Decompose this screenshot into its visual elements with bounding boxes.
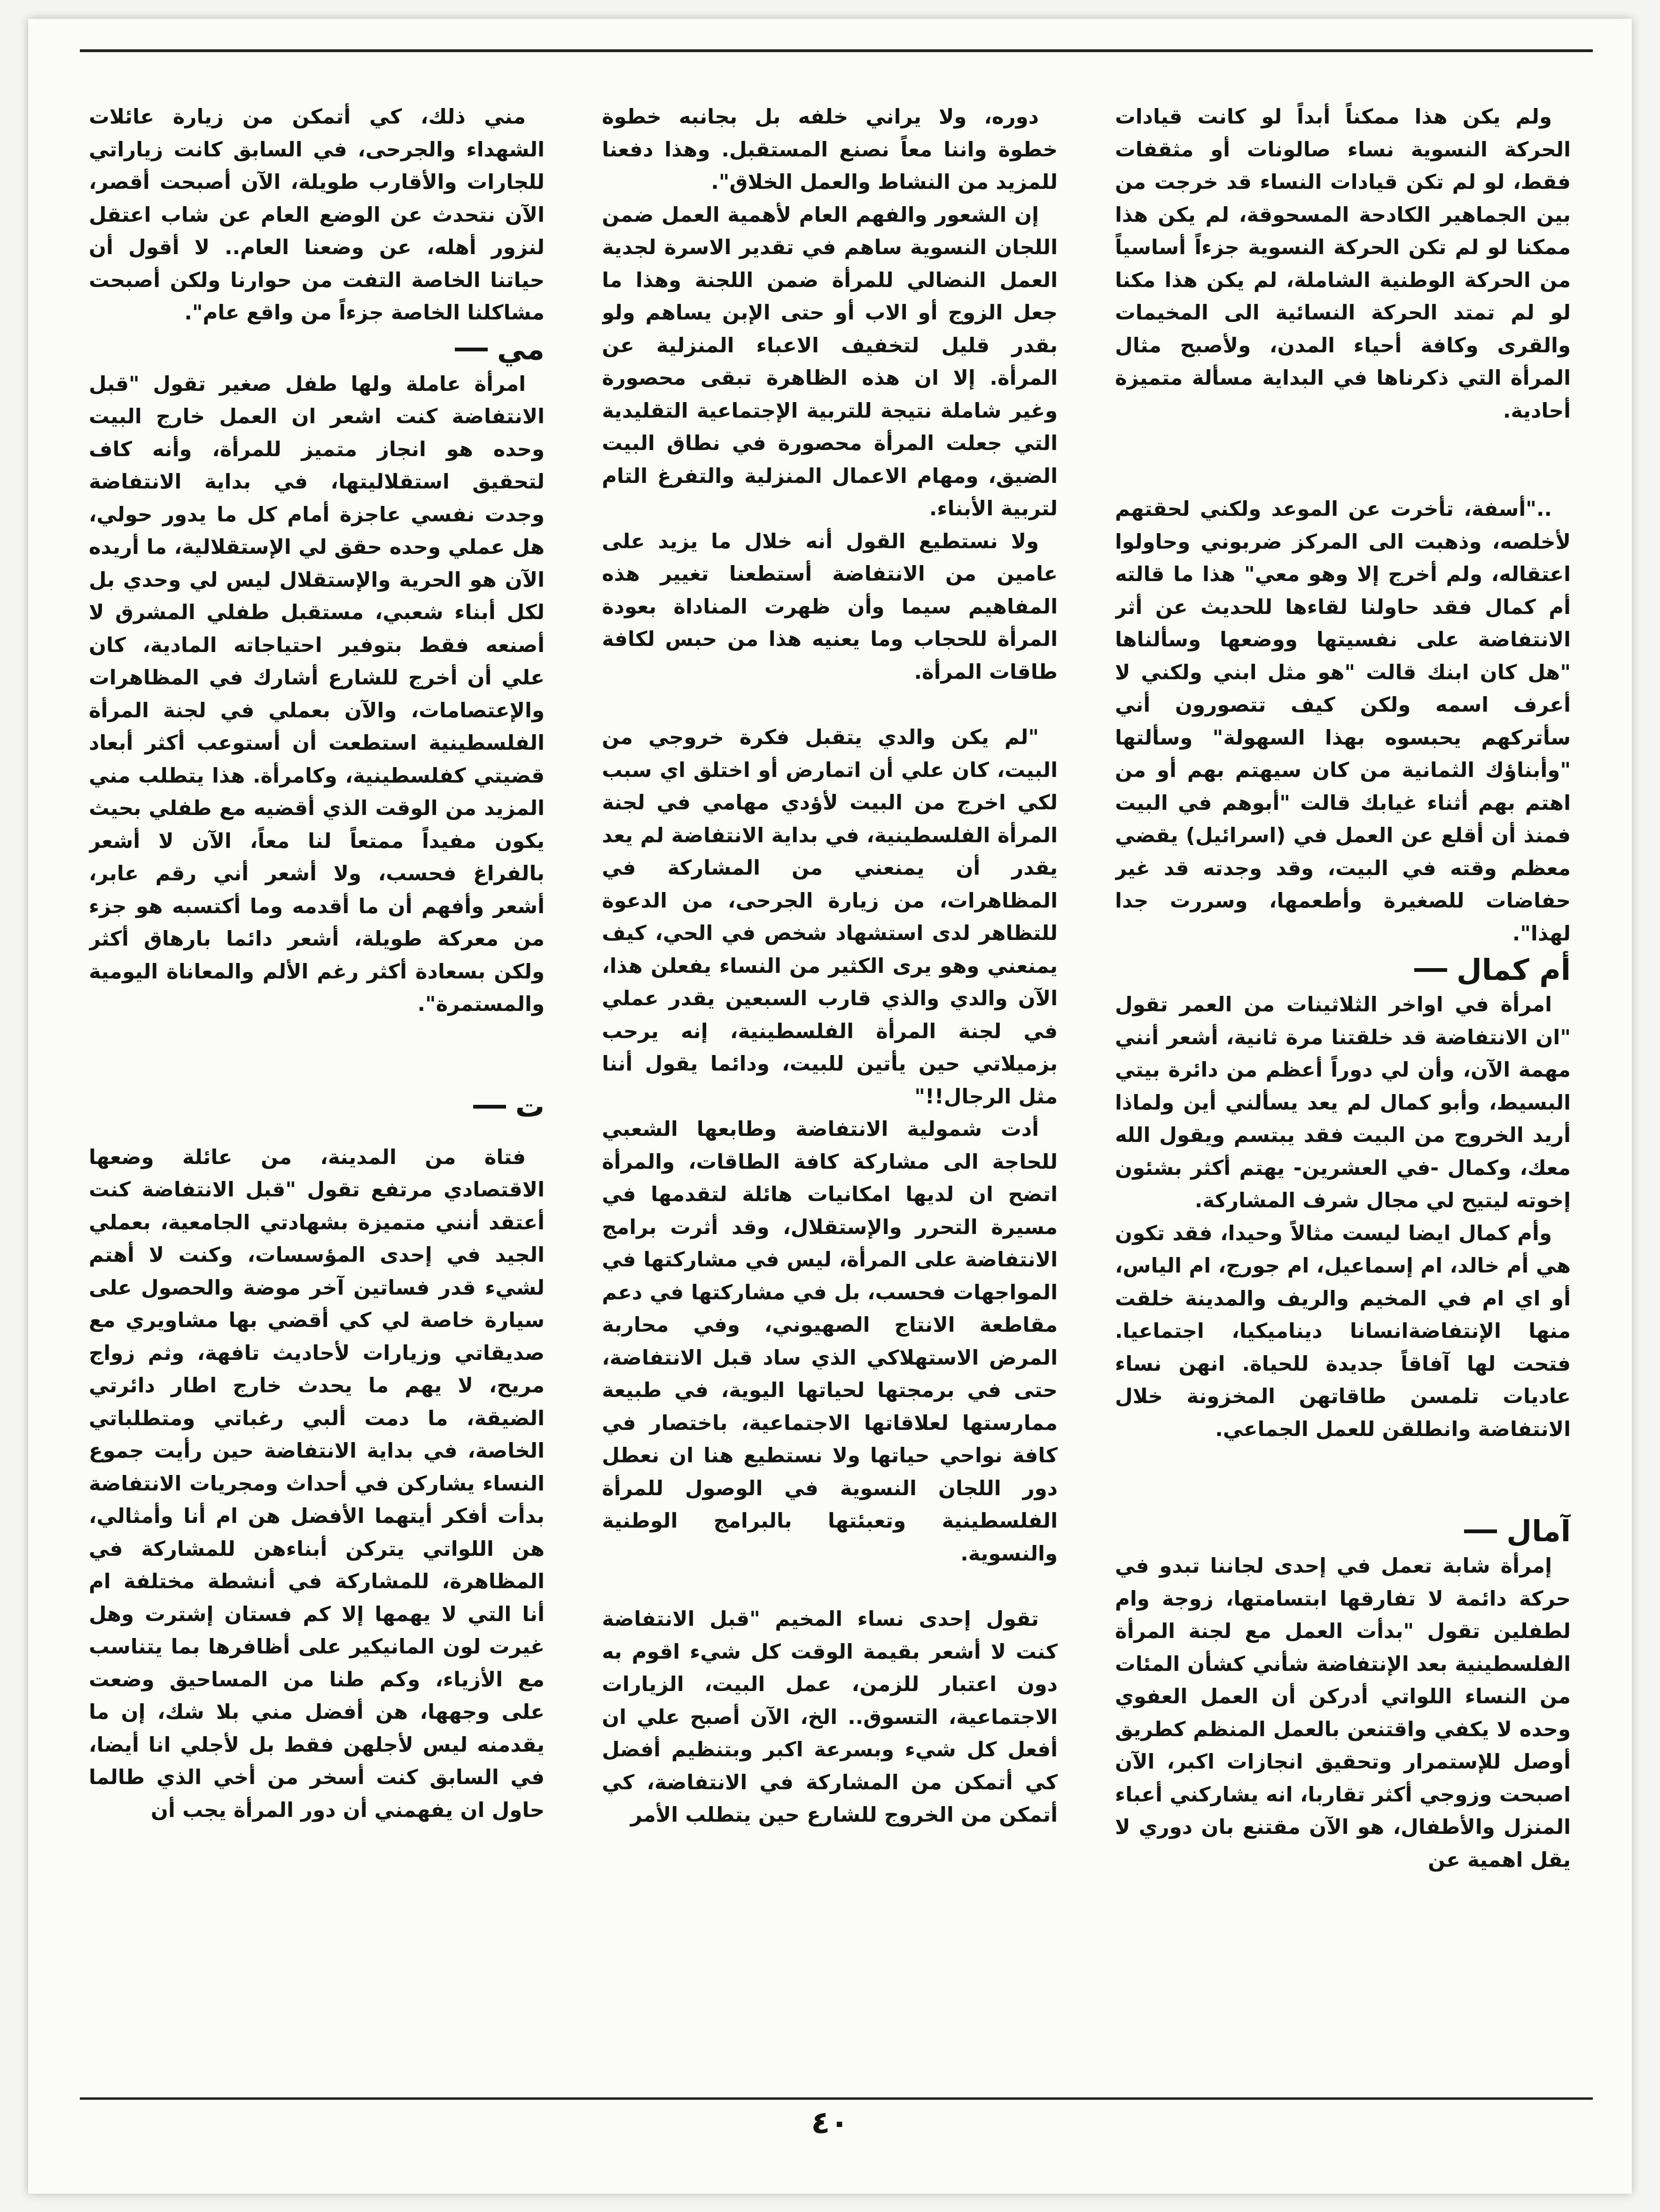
article-column-left (89, 101, 545, 2079)
column-gap (602, 689, 1058, 722)
heading-dash (1464, 1529, 1497, 1533)
heading-text: أم كمال (1457, 953, 1571, 987)
bottom-rule (80, 2097, 1593, 2100)
column-gap (89, 1125, 545, 1141)
paragraph: ولا نستطيع القول أنه خلال ما يزيد على عامين من الانتفاضة أستطعنا تغيير هذه المفاهيم سيما وأن ظهرت المناداة بعودة المرأة للحجاب وما يعنيه هذا من حبس لكافة طاقات المرأة. (602, 529, 1058, 684)
paragraph: تقول إحدى نساء المخيم "قبل الانتفاضة كنت لا أشعر بقيمة الوقت كل شيء اقوم به دون اعتبار للزمن، عمل البيت، الزيارات الاجتماعية، التسوق.. الخ، الآن أصبح علي ان أفعل كل شيء وبسرعة اكبر وبتنظيم أفضل كي أتمكن من المشاركة في الانتفاضة، كي أتمكن من الخروج للشارع حين يتطلب الأمر (602, 1607, 1058, 1827)
paragraph: إن الشعور والفهم العام لأهمية العمل ضمن اللجان النسوية ساهم في تقدير الاسرة لجدية العمل النضالي للمرأة ضمن اللجنة وهذا ما جعل الزوج أو الاب أو حتى الإبن يساهم ولو بقدر قليل لتخفيف الاعباء المنزلية عن المرأة. إلا ان هذه الظاهرة تبقى محصورة وغير شاملة نتيجة للتربية الإجتماعية التقليدية التي جعلت المرأة محصورة في نطاق البيت الضيق، ومهام الاعمال المنزلية والتفرغ التام لتربية الأبناء. (602, 203, 1058, 520)
top-rule (80, 49, 1593, 52)
paragraph: .."أسفة، تأخرت عن الموعد ولكني لحقتهم لأخلصه، وذهبت الى المركز ضربوني وحاولوا اعتقاله، ولم أخرج إلا وهو معي" هذا ما قالته أم كمال فقد حاولنا لقاءها للحديث عن أثر الانتفاضة على نفسيتها ووضعها وسألناها "هل كان ابنك قالت "هو مثل ابني ولكني لا أعرف اسمه ولكن كيف تتصورون أني سأتركهم يحبسوه بهذا السهولة" وسألتها "وأبناؤك الثمانية من كان سيهتم بهم أو من اهتم بهم أثناء غيابك قالت "أبوهم في البيت فمنذ أن أقلع عن العمل في (اسرائيل) يقضي معظم وقته في البيت، وقد وجدته قد غير حفاضات للصغيرة وأطعمها، وسررت جدا لهذا". (1115, 497, 1571, 946)
column-gap (602, 1570, 1058, 1603)
paragraph: فتاة من المدينة، من عائلة وضعها الاقتصادي مرتفع تقول "قبل الانتفاضة كنت أعتقد أنني متميزة بشهادتي الجامعية، بعملي الجيد في إحدى المؤسسات، وكنت لا أهتم لشيء قدر فساتين آخر موضة والحصول على سيارة خاصة لي كي أقضي بها مشاويري مع صديقاتي وزيارات لأحاديث تافهة، وثم زواج مريح، لا يهم ما يحدث خارج اطار دائرتي الضيقة، ما دمت ألبي رغباتي ومتطلباتي الخاصة، في بداية الانتفاضة حين رأيت جموع النساء يشاركن في أحداث ومجريات الانتفاضة بدأت أفكر أيتهما الأفضل هن ام أنا وأمثالي، هن اللواتي يتركن أبناءهن للمشاركة في المظاهرة، للمشاركة في أنشطة مختلفة ام أنا التي لا يهمها إلا كم فستان إشترت وهل غيرت لون المانيكير على أظافرها بما يتناسب مع الأزياء، وكم طنا من المساحيق وضعت على وجهها، هن أفضل مني بلا شك، إن ما يقدمنه ليس لأجلهن فقط بل لأجلي انا أيضا، في السابق كنت أسخر من أخي الذي طالما حاول ان يفهمني أن دور المرأة يجب أن (89, 1145, 545, 1822)
article-column-middle (602, 101, 1058, 2079)
heading-text: مي (497, 332, 545, 366)
section-heading-ta (89, 1089, 545, 1125)
section-heading-um-kamal (1115, 952, 1571, 988)
paragraph: إمرأة شابة تعمل في إحدى لجاننا تبدو في حركة دائمة لا تفارقها ابتسامتها، زوجة وام لطفلين تقول "بدأت العمل مع لجنة المرأة الفلسطينية بعد الإنتفاضة شأني كشأن المئات من النساء اللواتي أدركن أن العمل العفوي وحده لا يكفي واقتنعن بالعمل المنظم كطريق أوصل للإستمرار وتحقيق انجازات اكبر، الآن اصبحت وزوجي أكثر تقاربا، انه يشاركني أعباء المنزل والأطفال، هو الآن مقتنع بان دوري لا يقل اهمية عن (1115, 1554, 1571, 1872)
paragraph: امرأة عاملة ولها طفل صغير تقول "قبل الانتفاضة كنت اشعر ان العمل خارج البيت وحده هو انجاز متميز للمرأة، وأنه كاف لتحقيق استقلاليتها، في بداية الانتفاضة وجدت نفسي عاجزة أمام كل ما يدور حولي، هل عملي وحده حقق لي الإستقلالية، ما أريده الآن هو الحرية والإستقلال ليس لي وحدي بل لكل أبناء شعبي، مستقبل طفلي المشرق لا أصنعه فقط بتوفير احتياجاته المادية، كان علي أن أخرج للشارع أشارك في المظاهرات والإعتصامات، والآن بعملي في لجنة المرأة الفلسطينية استطعت أن أستوعب أكثر أبعاد قضيتي كفلسطينية، وكامرأة. هذا يتطلب مني المزيد من الوقت الذي أقضيه مع طفلي بحيث يكون مفيداً ممتعاً لنا معاً، الآن لا أشعر بالفراغ فحسب، ولا أشعر أني رقم عابر، أشعر وأفهم أن ما أقدمه وما أكتسبه هو جزء من معركة طويلة، أشعر دائما بارهاق أكثر ولكن بسعادة أكثر رغم الألم والمعاناة اليومية والمستمرة". (89, 372, 545, 1016)
paragraph: مني ذلك، كي أتمكن من زيارة عائلات الشهداء والجرحى، في السابق كانت زياراتي للجارات والأقارب طويلة، الآن أصبحت أقصر، الآن نتحدث عن الوضع العام عن شاب اعتقل لنزور أهله، عن وضعنا العام.. لا أقول أن حياتنا الخاصة التفت من حوارنا ولكن أصبحت مشاكلنا الخاصة جزءاً من واقع عام". (89, 105, 545, 325)
paragraph: ولم يكن هذا ممكناً أبداً لو كانت قيادات الحركة النسوية نساء صالونات أو مثقفات فقط، لو لم تكن قيادات النساء قد خرجت من بين الجماهير الكادحة المسحوقة، لم يكن هذا ممكنا لو لم تكن الحركة النسوية جزءاً أساسياً من الحركة الوطنية الشاملة، لم يكن هذا مكنا لو لم تمتد الحركة النسائية الى المخيمات والقرى وكافة أحياء المدن، ولأصبح مثال المرأة التي ذكرناها في البداية مسألة متميزة أحادية. (1115, 105, 1571, 423)
paragraph: دوره، ولا يراني خلفه بل بجانبه خطوة خطوة واننا معاً نصنع المستقبل. وهذا دفعنا للمزيد من النشاط والعمل الخلاق". (602, 105, 1058, 194)
heading-dash (473, 1105, 506, 1109)
page-number: ٤٠ (811, 2104, 849, 2141)
paragraph: "لم يكن والدي يتقبل فكرة خروجي من البيت، كان علي أن اتمارض أو اختلق اي سبب لكي اخرج من البيت لأؤدي مهامي في لجنة المرأة الفلسطينية، في بداية الانتفاضة لم يعد يقدر أن يمنعني من المشاركة في المظاهرات، من زيارة الجرحى، من الدعوة للتظاهر لدى استشهاد شخص في الحي، كيف يمنعني وهو يرى الكثير من النساء يفعلن هذا، الآن والدي والذي قارب السبعين يقدر عملي في لجنة المرأة الفلسطينية، إنه يرحب بزميلاتي حين يأتين للبيت، ودائما يقول أننا مثل الرجال!!" (602, 726, 1058, 1109)
heading-dash (1414, 968, 1447, 972)
paragraph: أدت شمولية الانتفاضة وطابعها الشعبي للحاجة الى مشاركة كافة الطاقات، والمرأة اتضح ان لديها امكانيات هائلة لتقدمها في مسيرة التحرر والإستقلال، وقد أثرت برامج الانتفاضة على المرأة، ليس في مشاركتها في المواجهات فحسب، بل في مشاركتها في دعم مقاطعة الانتاج الصهيوني، وفي محاربة المرض الاستهلاكي الذي ساد قبل الانتفاضة، حتى في برمجتها لحياتها اليوية، في طبيعة ممارستها لعلاقاتها الاجتماعية، باختصار في كافة نواحي حياتها ولا نستطيع هنا ان نعطل دور اللجان النسوية في الوصول للمرأة الفلسطينية وتعبئتها بالبرامج الوطنية والنسوية. (602, 1118, 1058, 1566)
column-gap (89, 1021, 545, 1087)
column-gap (1115, 1446, 1571, 1512)
heading-dash (455, 348, 488, 351)
paragraph: وأم كمال ايضا ليست مثالاً وحيدا، فقد تكون هي أم خالد، ام إسماعيل، ام جورج، ام الياس، أو اي ام في المخيم والريف والمدينة خلقت منها الإنتفاضةانسانا ديناميكيا، اجتماعيا. فتحت لها آفاقاً جديدة للحياة. انهن نساء عاديات تلمسن طاقاتهن المخزونة خلال الانتفاضة وانطلقن للعمل الجماعي. (1115, 1221, 1571, 1441)
heading-text: آمال (1506, 1514, 1571, 1548)
section-heading-mai (89, 332, 545, 367)
paragraph: امرأة في اواخر الثلاثينات من العمر تقول "ان الانتفاضة قد خلقتنا مرة ثانية، أشعر أنني مهمة الآن، وأن لي دوراً أعظم من دائرة بيتي البسيط، وأبو كمال لم يعد يسألني أين ولماذا أريد الخروج من البيت فقد يبتسم ويقول الله معك، وكمال -في العشرين- يهتم أكثر بشئون إخوته ليتيح لي مجال شرف المشاركة. (1115, 993, 1571, 1212)
article-column-right (1115, 101, 1571, 2079)
column-gap (1115, 427, 1571, 493)
heading-text: ت (515, 1089, 545, 1124)
section-heading-amal (1115, 1513, 1571, 1549)
